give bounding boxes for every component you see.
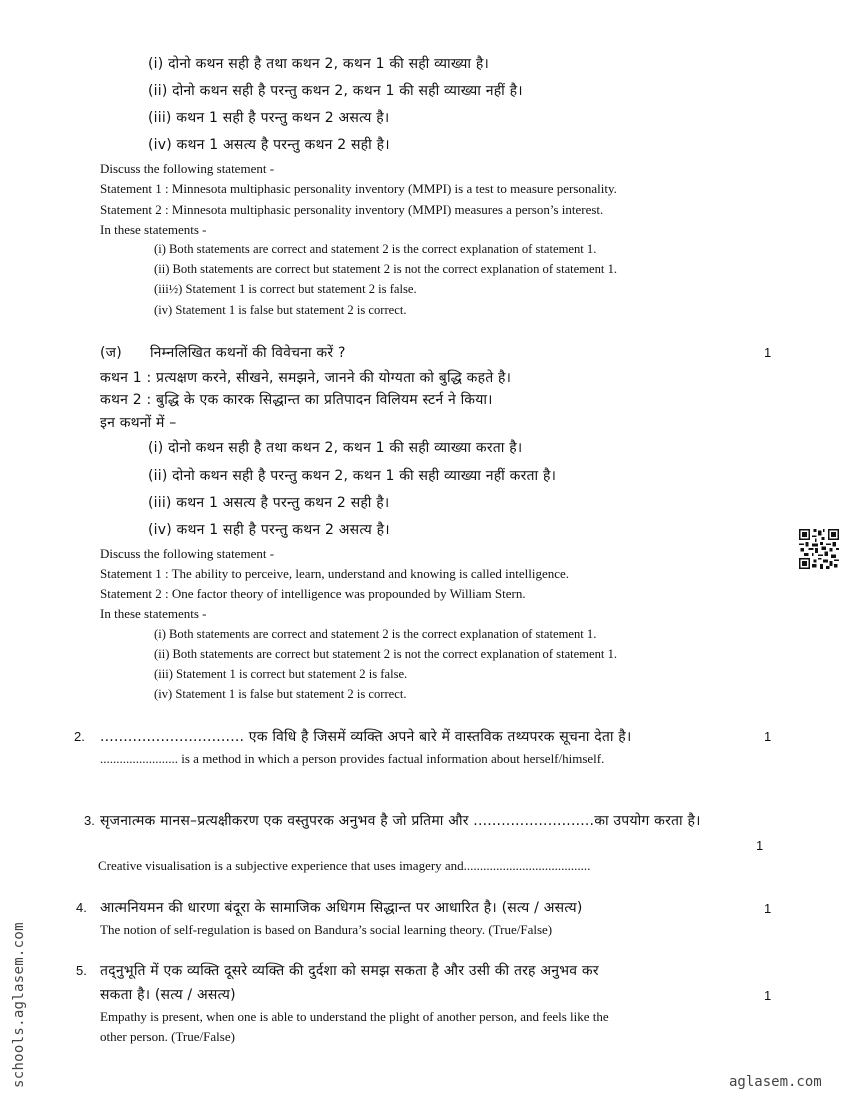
hindi-option-1: (i) दोनो कथन सही है तथा कथन 2, कथन 1 की सही व्याख्या है। [148,56,490,72]
marks: 1 [764,345,772,360]
question-4-hindi: आत्मनियमन की धारणा बंदूरा के सामाजिक अधिगम सिद्धान्त पर आधारित है। (सत्य / असत्य) [100,900,583,916]
question-3-english: Creative visualisation is a subjective experience that uses imagery and....................................... [98,858,591,873]
option-2: (ii) Both statements are correct but statement 2 is not the correct explanation of statement 1. [154,647,618,661]
question-number: 3. [84,813,95,828]
option-3: (iii) Statement 1 is correct but statement 2 is false. [154,667,408,681]
hindi-option-2: (ii) दोनो कथन सही है परन्तु कथन 2, कथन 1 की सही व्याख्या नहीं है। [148,83,523,99]
question-5-english-line-2: other person. (True/False) [100,1029,235,1044]
question-text: निम्नलिखित कथनों की विवेचना करें ? [150,345,346,361]
question-number: 5. [76,963,87,978]
option-4: (iv) Statement 1 is false but statement 2 is correct. [154,303,407,317]
question-2-hindi: ............................... एक विधि है जिसमें व्यक्ति अपने बारे में वास्तविक तथ्यपरक सूचना देता है। [100,729,632,745]
question-3-hindi: सृजनात्मक मानस–प्रत्यक्षीकरण एक वस्तुपरक अनुभव है जो प्रतिमा और ..........................का उपयोग करता है। [100,813,701,829]
question-number: 2. [74,729,85,744]
question-4-english: The notion of self-regulation is based on Bandura’s social learning theory. (True/False) [100,922,553,937]
option-2: (ii) Both statements are correct but statement 2 is not the correct explanation of statement 1. [154,262,618,276]
hindi-option-3: (iii) कथन 1 असत्य है परन्तु कथन 2 सही है। [148,495,390,511]
side-watermark: schools.aglasem.com [11,922,27,1088]
qr-code-icon [799,529,839,569]
discuss-heading: Discuss the following statement - [100,161,275,176]
marks: 1 [756,838,764,853]
question-5-english-line-1: Empathy is present, when one is able to understand the plight of another person, and feels like the [100,1009,609,1024]
hindi-statement-2: कथन 2 : बुद्धि के एक कारक सिद्धान्त का प्रतिपादन विलियम स्टर्न ने किया। [100,392,493,408]
question-5-hindi-line-2: सकता है। (सत्य / असत्य) [100,987,236,1003]
statement-1: Statement 1 : The ability to perceive, learn, understand and knowing is called intelligence. [100,566,570,581]
question-number: 4. [76,900,87,915]
option-4: (iv) Statement 1 is false but statement 2 is correct. [154,687,407,701]
footer-watermark: aglasem.com [729,1074,822,1090]
statement-2: Statement 2 : One factor theory of intelligence was propounded by William Stern. [100,586,526,601]
statement-2: Statement 2 : Minnesota multiphasic personality inventory (MMPI) measures a person’s interest. [100,202,604,217]
hindi-option-4: (iv) कथन 1 सही है परन्तु कथन 2 असत्य है। [148,522,390,538]
hindi-option-3: (iii) कथन 1 सही है परन्तु कथन 2 असत्य है। [148,110,390,126]
discuss-heading: Discuss the following statement - [100,546,275,561]
in-these-statements: In these statements - [100,222,207,237]
option-3: (iii½) Statement 1 is correct but statement 2 is false. [154,282,417,296]
marks: 1 [764,729,772,744]
option-1: (i) Both statements are correct and statement 2 is the correct explanation of statement 1. [154,242,597,256]
option-1: (i) Both statements are correct and statement 2 is the correct explanation of statement 1. [154,627,597,641]
marks: 1 [764,901,772,916]
in-these-statements: In these statements - [100,606,207,621]
hindi-option-4: (iv) कथन 1 असत्य है परन्तु कथन 2 सही है। [148,137,390,153]
hindi-option-2: (ii) दोनो कथन सही है परन्तु कथन 2, कथन 1 की सही व्याख्या नहीं करता है। [148,468,557,484]
hindi-statement-1: कथन 1 : प्रत्यक्षण करने, सीखने, समझने, जानने की योग्यता को बुद्धि कहते है। [100,370,512,386]
marks: 1 [764,988,772,1003]
question-label: (ज) [100,345,122,361]
hindi-option-1: (i) दोनो कथन सही है तथा कथन 2, कथन 1 की सही व्याख्या करता है। [148,440,523,456]
hindi-in-these: इन कथनों में – [100,415,177,431]
statement-1: Statement 1 : Minnesota multiphasic personality inventory (MMPI) is a test to measure personality. [100,181,617,196]
question-2-english: ........................ is a method in which a person provides factual information about herself/himself. [100,751,605,766]
question-5-hindi-line-1: तद्नुभूति में एक व्यक्ति दूसरे व्यक्ति की दुर्दशा को समझ सकता है और उसी की तरह अनुभव कर [100,963,599,979]
